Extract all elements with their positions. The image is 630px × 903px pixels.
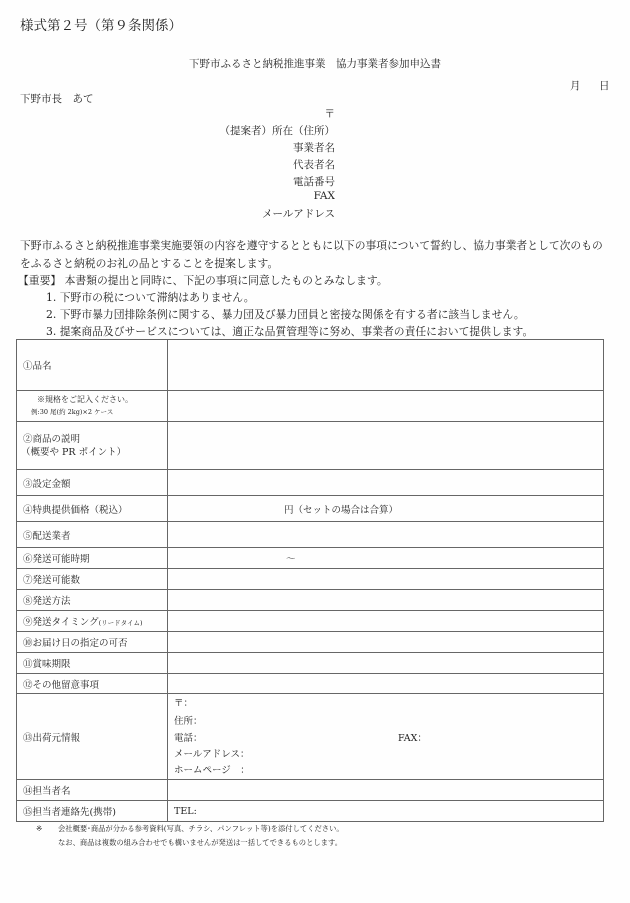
- shipping-method-field[interactable]: [168, 590, 604, 611]
- carrier-label: ⑤配送業者: [17, 522, 168, 548]
- spec-note-cell: [17, 391, 168, 422]
- spec-note-1: ※規格をご記入ください。: [37, 395, 133, 404]
- contact-name-field[interactable]: [168, 780, 604, 801]
- shipper-address-field[interactable]: 住所：: [174, 716, 203, 727]
- shipping-method-label: ⑧発送方法: [17, 590, 168, 611]
- contact-name-label: ⑭担当者名: [17, 780, 168, 801]
- table-row: [17, 674, 604, 694]
- shipper-info-label: ⑬出荷元情報: [17, 694, 168, 780]
- date-month-label: 月: [570, 80, 581, 92]
- description-field[interactable]: [168, 422, 604, 470]
- table-row: [17, 780, 604, 801]
- product-name-label: ①品名: [17, 340, 168, 391]
- period-tilde: ～: [286, 554, 296, 565]
- table-row: [17, 422, 604, 470]
- table-row: [17, 340, 604, 391]
- pledge-item-1: 1. 下野市の税について滞納はありません。: [46, 291, 255, 304]
- shipping-quantity-field[interactable]: [168, 569, 604, 590]
- footer-note-1: 会社概要･商品が分かる参考資料(写真、チラシ、パンフレット等)を添付してください。: [58, 824, 344, 833]
- table-row: [17, 801, 604, 822]
- other-notes-label: ⑫その他留意事項: [17, 674, 168, 694]
- shipping-timing-field[interactable]: [168, 611, 604, 632]
- table-row: [17, 590, 604, 611]
- delivery-date-label: ⑩お届け日の指定の可否: [17, 632, 168, 653]
- table-row: [17, 694, 604, 780]
- expiry-label: ⑪賞味期限: [17, 653, 168, 674]
- shipping-period-label: ⑥発送可能時期: [17, 548, 168, 569]
- table-row: [17, 496, 604, 522]
- expiry-field[interactable]: [168, 653, 604, 674]
- table-row: [17, 632, 604, 653]
- spec-field[interactable]: [168, 391, 604, 422]
- shipper-phone-field[interactable]: 電話：: [174, 733, 203, 744]
- description-sublabel: （概要や PR ポイント）: [21, 446, 127, 458]
- footer-note-mark: ※: [36, 824, 43, 833]
- table-row: [17, 611, 604, 632]
- contact-phone-field[interactable]: [168, 801, 604, 822]
- footer-note-2: なお、商品は複数の組み合わせでも構いませんが発送は一括してできるものとします。: [58, 838, 342, 847]
- contact-phone-label: ⑮担当者連絡先(携帯): [17, 801, 168, 822]
- proposer-fax-label: FAX: [313, 190, 335, 202]
- price-unit-text: 円（セットの場合は合算）: [284, 504, 399, 516]
- proposer-phone-label: 電話番号: [293, 176, 335, 188]
- table-row: [17, 522, 604, 548]
- statement-line-2: をふるさと納税のお礼の品とすることを提案します。: [20, 257, 279, 270]
- shipper-phone-row: [174, 731, 597, 747]
- proposer-postal-mark: 〒: [324, 108, 335, 120]
- other-notes-field[interactable]: [168, 674, 604, 694]
- tel-label: TEL:: [174, 805, 197, 817]
- table-row: [17, 569, 604, 590]
- form-number: 様式第２号（第９条関係）: [20, 18, 182, 34]
- shipper-email-field[interactable]: メールアドレス：: [174, 749, 250, 760]
- statement-line-1: 下野市ふるさと納税推進事業実施要領の内容を遵守するとともに以下の事項について誓約し、協力事業者として次のもの: [20, 239, 603, 252]
- proposer-representative-label: 代表者名: [293, 159, 335, 171]
- proposer-address-label: （提案者）所在（住所）: [219, 125, 335, 137]
- table-row: [17, 653, 604, 674]
- pledge-item-3: 3. 提案商品及びサービスについては、適正な品質管理等に努め、事業者の責任において提供します。: [46, 325, 534, 338]
- shipping-timing-cell: [17, 611, 168, 632]
- lead-time-label: (リードタイム): [98, 619, 143, 627]
- set-amount-label: ③設定金額: [17, 470, 168, 496]
- carrier-field[interactable]: [168, 522, 604, 548]
- price-label: ④特典提供価格（税込）: [17, 496, 168, 522]
- spec-note-2: 例:30 尾(約 2kg)×2 ケース: [31, 408, 114, 416]
- table-row: [17, 391, 604, 422]
- product-name-field[interactable]: [168, 340, 604, 391]
- document-title: 下野市ふるさと納税推進事業 協力事業者参加申込書: [189, 58, 441, 70]
- set-amount-field[interactable]: [168, 470, 604, 496]
- shipper-info-cell: [168, 694, 604, 780]
- description-label: ②商品の説明: [23, 433, 81, 445]
- table-row: [17, 470, 604, 496]
- shipping-quantity-label: ⑦発送可能数: [17, 569, 168, 590]
- important-notice: 【重要】 本書類の提出と同時に、下記の事項に同意したものとみなします。: [18, 274, 388, 287]
- pledge-item-2: 2. 下野市暴力団排除条例に関する、暴力団及び暴力団員と密接な関係を有する者に該当しません。: [46, 308, 525, 321]
- shipper-homepage-field[interactable]: ホームページ ：: [174, 765, 250, 776]
- shipper-fax-field[interactable]: FAX：: [398, 733, 427, 744]
- proposer-business-name-label: 事業者名: [293, 142, 335, 154]
- proposer-email-label: メールアドレス: [262, 208, 335, 220]
- table-row: [17, 548, 604, 569]
- shipping-timing-label: ⑨発送タイミング: [23, 617, 99, 628]
- shipper-postal-field[interactable]: 〒：: [174, 698, 194, 709]
- description-label-cell: [17, 422, 168, 470]
- price-field[interactable]: [168, 496, 604, 522]
- shipping-period-field[interactable]: [168, 548, 604, 569]
- delivery-date-field[interactable]: [168, 632, 604, 653]
- application-form-table: [16, 339, 604, 822]
- date-day-label: 日: [599, 80, 610, 92]
- addressee: 下野市長 あて: [20, 93, 94, 105]
